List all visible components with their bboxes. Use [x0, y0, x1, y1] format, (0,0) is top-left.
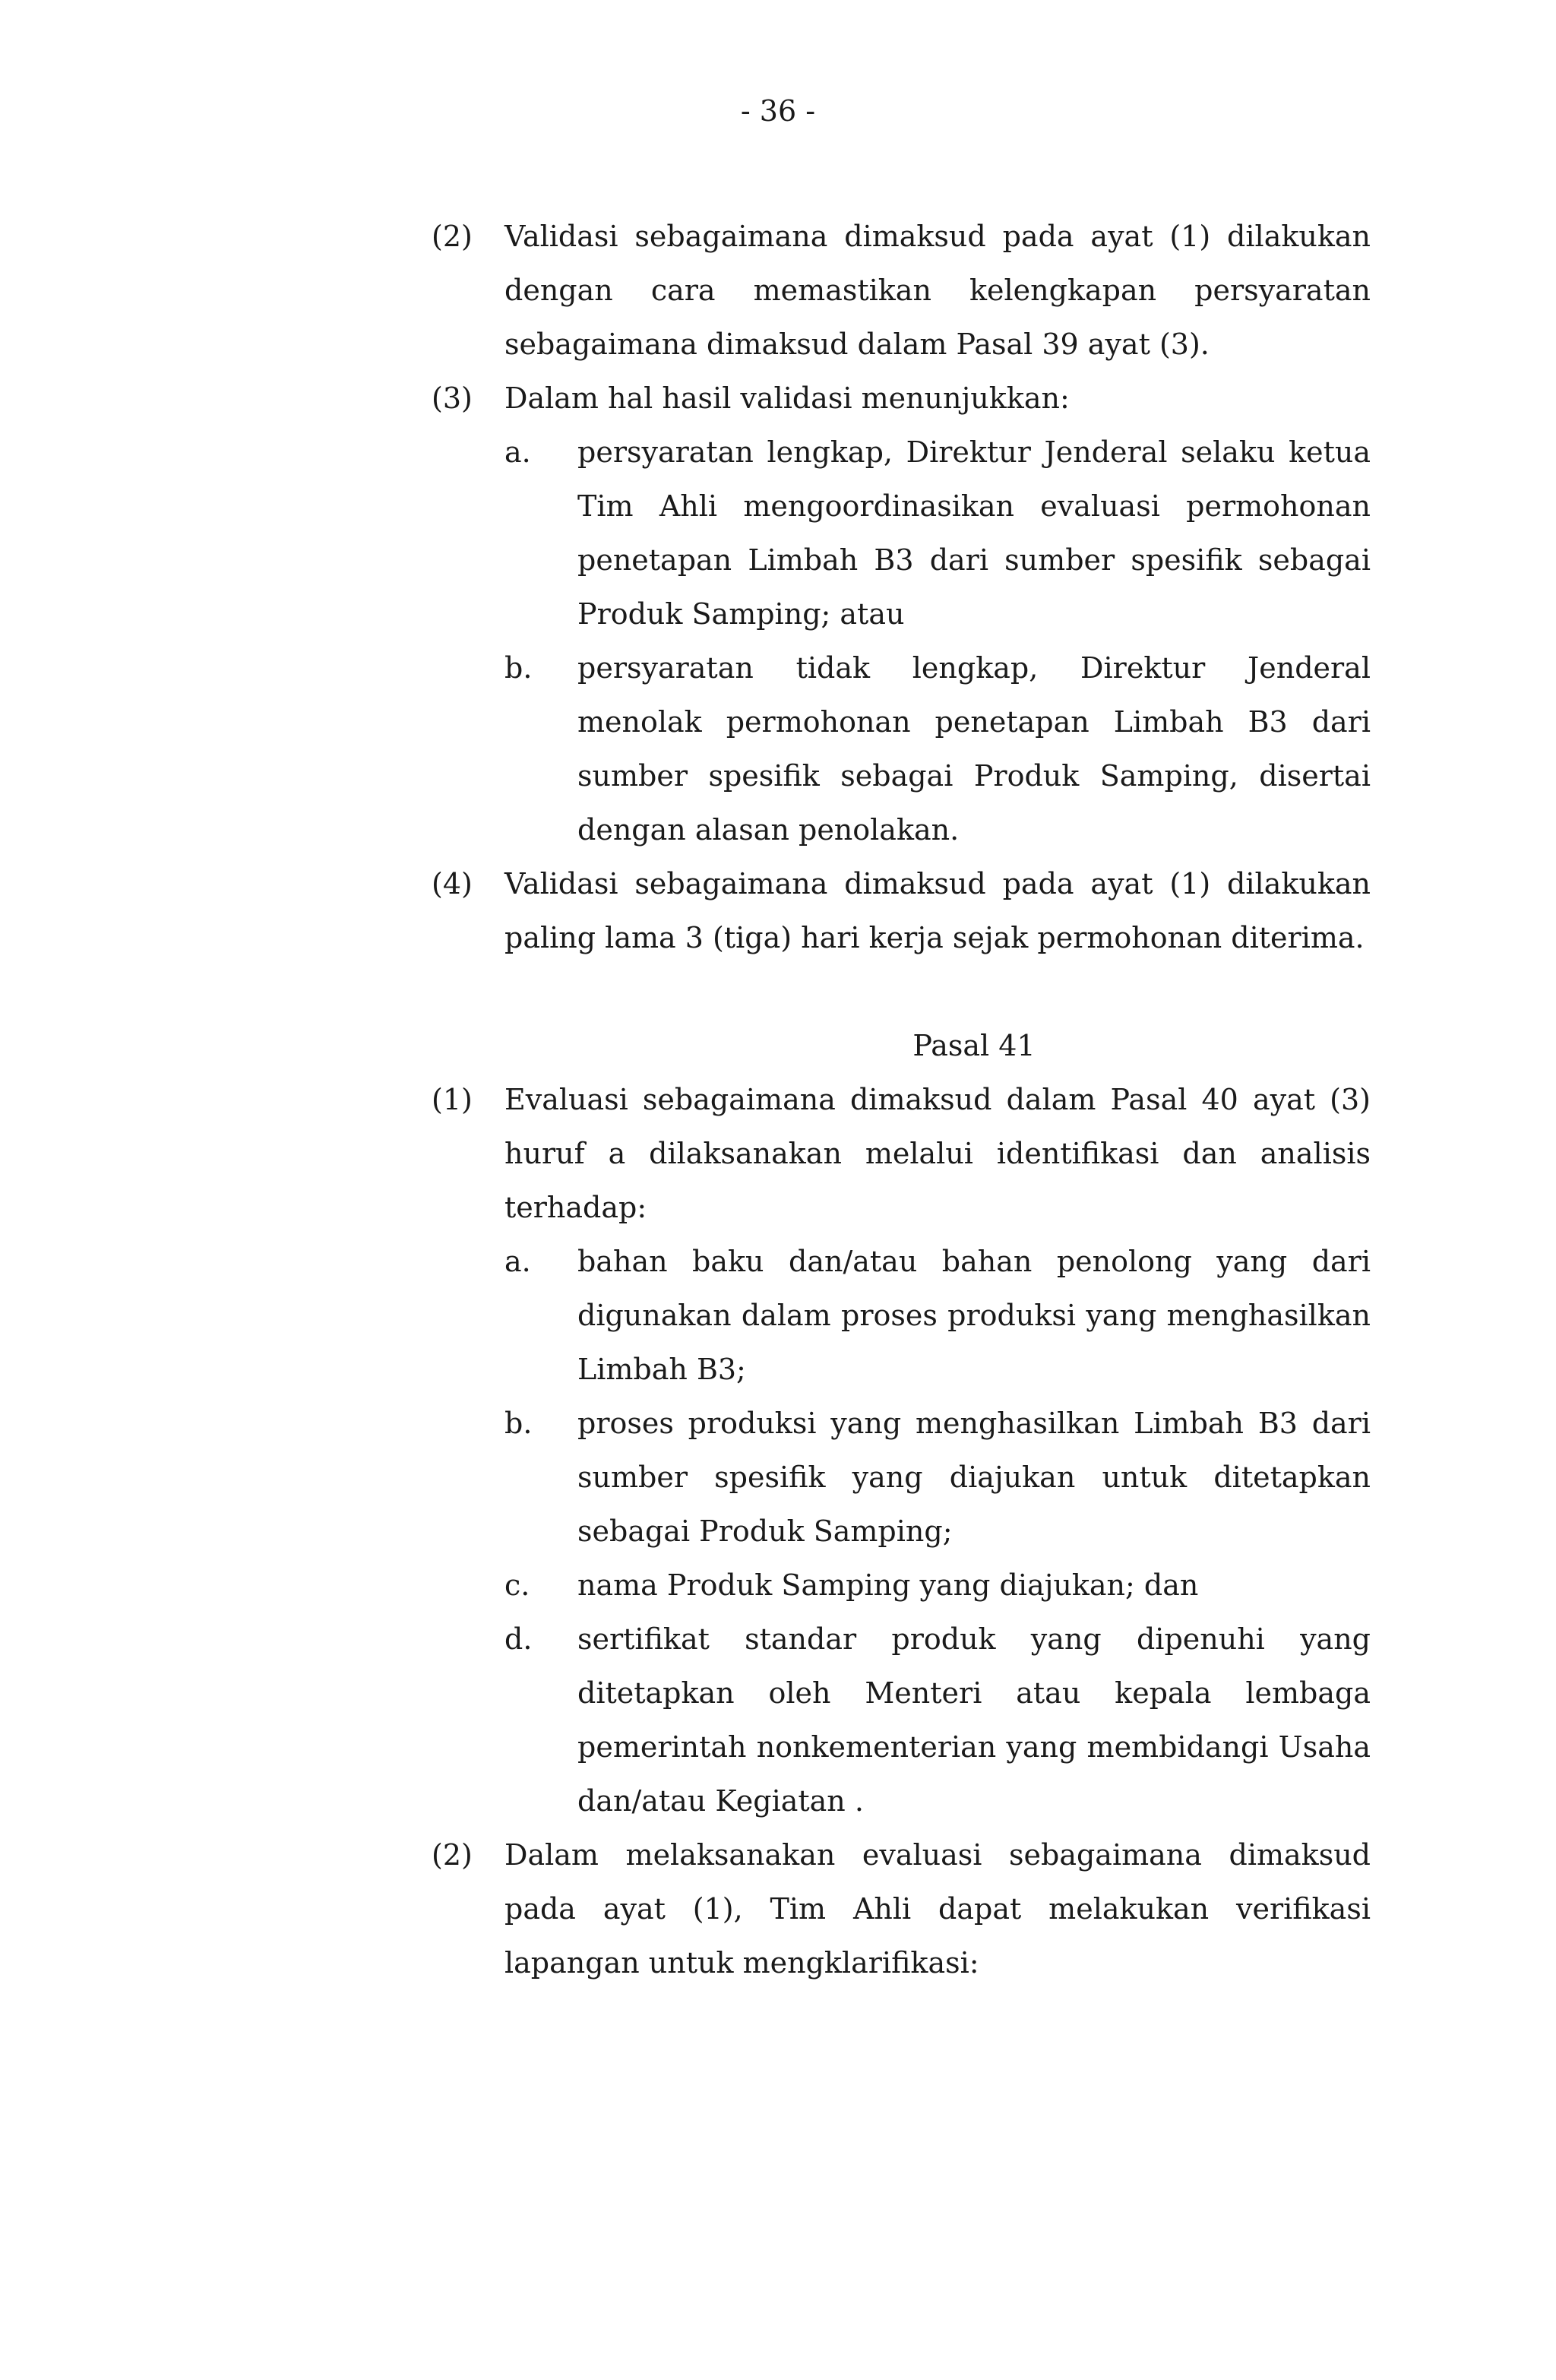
list-item	[504, 1397, 1371, 1559]
paragraph	[432, 1073, 1371, 1828]
pasal-41-body	[432, 1073, 1371, 1990]
paragraph-body	[504, 372, 1371, 857]
pasal-40-continuation	[432, 210, 1371, 965]
paragraph-number: (2)	[432, 1838, 473, 1872]
list-item	[504, 1613, 1371, 1828]
paragraph-text: Evaluasi sebagaimana dimaksud dalam Pasal 40 ayat (3) huruf a dilaksanakan melalui identifikasi dan analisis terhadap:	[504, 1083, 1371, 1224]
paragraph	[432, 1828, 1371, 1990]
list-item-letter: a.	[504, 435, 531, 469]
paragraph-body	[504, 857, 1371, 965]
document-body	[432, 210, 1371, 1990]
paragraph-text: Dalam melaksanakan evaluasi sebagaimana dimaksud pada ayat (1), Tim Ahli dapat melakukan verifikasi lapangan untuk mengklarifikasi:	[504, 1838, 1371, 1980]
paragraph	[432, 372, 1371, 857]
page-number: - 36 -	[740, 94, 816, 128]
paragraph-number: (3)	[432, 381, 473, 415]
list-item-text: bahan baku dan/atau bahan penolong yang dari digunakan dalam proses produksi yang menghasilkan Limbah B3;	[577, 1245, 1371, 1386]
paragraph-body	[504, 1828, 1371, 1990]
list-item-text: persyaratan tidak lengkap, Direktur Jenderal menolak permohonan penetapan Limbah B3 dari sumber spesifik sebagai Produk Samping, disertai dengan alasan penolakan.	[577, 651, 1371, 847]
list-item	[504, 1559, 1371, 1613]
paragraph-body	[504, 210, 1371, 372]
list-item-letter: b.	[504, 651, 533, 685]
paragraph-number: (4)	[432, 867, 473, 900]
paragraph-text: Dalam hal hasil validasi menunjukkan:	[504, 381, 1070, 415]
paragraph-text: Validasi sebagaimana dimaksud pada ayat (1) dilakukan dengan cara memastikan kelengkapan persyaratan sebagaimana dimaksud dalam Pasal 39 ayat (3).	[504, 220, 1371, 361]
paragraph-number: (1)	[432, 1083, 473, 1116]
list-item	[504, 1235, 1371, 1397]
list-item-letter: a.	[504, 1245, 531, 1278]
list-item-letter: b.	[504, 1407, 533, 1440]
pasal-title: Pasal 41	[912, 1029, 1036, 1062]
list-item	[504, 426, 1371, 641]
list-item-text: proses produksi yang menghasilkan Limbah B3 dari sumber spesifik yang diajukan untuk ditetapkan sebagai Produk Samping;	[577, 1407, 1371, 1548]
paragraph	[432, 857, 1371, 965]
list-item-letter: c.	[504, 1568, 530, 1602]
paragraph-body	[504, 1073, 1371, 1828]
paragraph-text: Validasi sebagaimana dimaksud pada ayat (1) dilakukan paling lama 3 (tiga) hari kerja sejak permohonan diterima.	[504, 867, 1371, 954]
list-item-text: persyaratan lengkap, Direktur Jenderal selaku ketua Tim Ahli mengoordinasikan evaluasi permohonan penetapan Limbah B3 dari sumber spesifik sebagai Produk Samping; atau	[577, 435, 1371, 631]
list-item-text: sertifikat standar produk yang dipenuhi yang ditetapkan oleh Menteri atau kepala lembaga pemerintah nonkementerian yang membidangi Usaha dan/atau Kegiatan .	[577, 1622, 1371, 1818]
paragraph-number: (2)	[432, 220, 473, 253]
paragraph	[432, 210, 1371, 372]
list-item-text: nama Produk Samping yang diajukan; dan	[577, 1568, 1199, 1602]
list-item	[504, 641, 1371, 857]
list-item-letter: d.	[504, 1622, 533, 1656]
